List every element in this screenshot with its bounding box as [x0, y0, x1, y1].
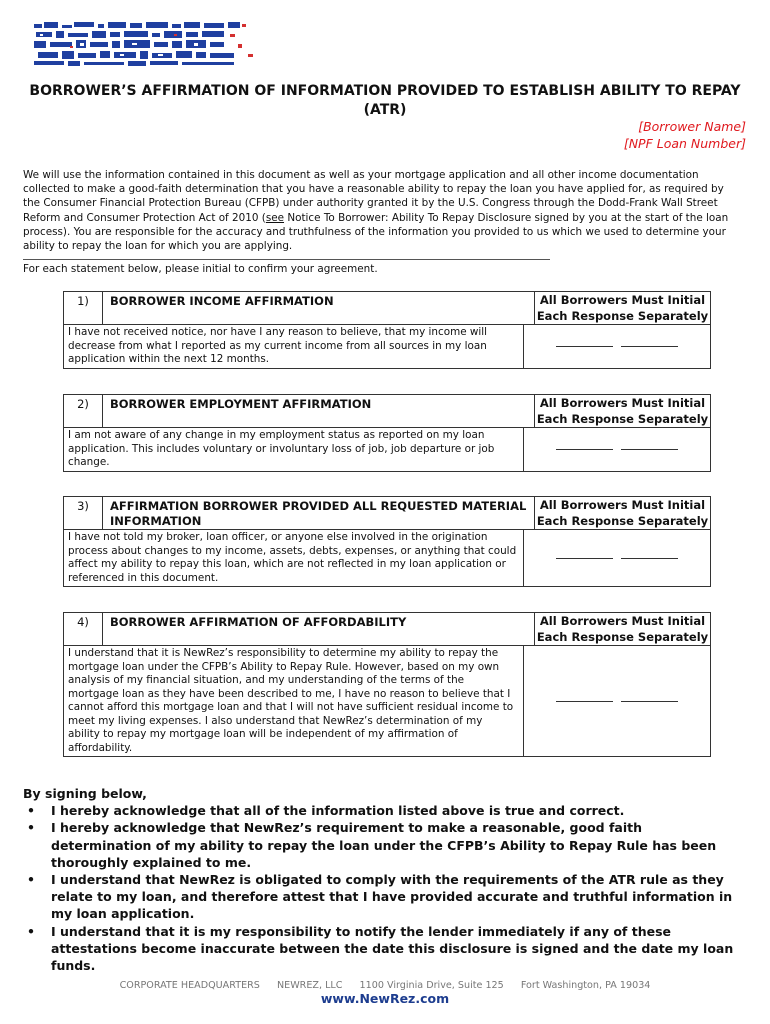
- acknowledgement-list: [23, 802, 743, 974]
- merge-fields: [624, 118, 746, 152]
- signing-acknowledgements: [23, 785, 743, 974]
- section-affordability: [63, 612, 711, 757]
- initial-instruction: All Borrowers Must Initial Each Response Separately: [536, 396, 709, 426]
- section-header: [64, 292, 710, 325]
- list-item: [23, 819, 743, 871]
- initial-field-borrower-1[interactable]: [556, 345, 613, 347]
- initials-area: [524, 428, 710, 471]
- initial-field-borrower-1[interactable]: [556, 448, 613, 450]
- section-header: [64, 497, 710, 530]
- signing-lead: By signing below,: [23, 786, 147, 801]
- section-body: [64, 530, 710, 586]
- initial-field-borrower-1[interactable]: [556, 557, 613, 559]
- acknowledgement-text: I hereby acknowledge that all of the information listed above is true and correct.: [51, 803, 625, 819]
- list-item: [23, 871, 743, 923]
- section-body: [64, 428, 710, 471]
- initial-field-borrower-2[interactable]: [621, 345, 678, 347]
- section-number: 3): [64, 497, 103, 529]
- loan-number-field: [NPF Loan Number]: [623, 136, 746, 151]
- footer-city: Fort Washington, PA 19034: [520, 980, 651, 991]
- initials-area: [524, 530, 710, 586]
- section-header: [64, 613, 710, 646]
- initial-field-borrower-2[interactable]: [621, 700, 678, 702]
- section-statement: I understand that it is NewRez’s responsibility to determine my ability to repay the mortgage loan under the CFPB’s Ability to Repay Rule. However, based on my own analysis of my financial situation, and my understanding of the terms of the mortgage loan as they have been described to me, I have no reason to believe that I cannot afford this mortgage loan and that I will not have sufficient residual income to meet my living expenses. I also understand that NewRez’s determination of my ability to repay my mortgage loan will be independent of my affirmation of affordability.: [64, 646, 524, 756]
- bullet-dot-icon: •: [27, 820, 35, 836]
- list-item: [23, 802, 743, 819]
- initials-area: [524, 325, 710, 368]
- section-statement: I am not aware of any change in my employment status as reported on my loan application. This includes voluntary or involuntary loss of job, job departure or job change.: [64, 428, 524, 471]
- footer-address: 1100 Virginia Drive, Suite 125: [359, 980, 504, 991]
- footer-company: NEWREZ, LLC: [276, 980, 343, 991]
- instruction-text: For each statement below, please initial to confirm your agreement.: [23, 263, 378, 275]
- acknowledgement-text: I understand that NewRez is obligated to comply with the requirements of the ATR rule as they relate to my loan, and therefore attest that I have provided accurate and truthful information in my loan application.: [51, 872, 733, 922]
- section-body: [64, 646, 710, 756]
- borrower-name-field: [Borrower Name]: [638, 119, 746, 134]
- section-material-information: [63, 496, 711, 587]
- section-statement: I have not received notice, nor have I any reason to believe, that my income will decrease from what I reported as my current income from all sources in my loan application within the next 12 months.: [64, 325, 524, 368]
- initial-field-borrower-2[interactable]: [621, 448, 678, 450]
- section-body: [64, 325, 710, 368]
- initial-instruction: All Borrowers Must Initial Each Response Separately: [536, 498, 709, 528]
- section-title: BORROWER INCOME AFFIRMATION: [103, 292, 535, 324]
- section-statement: I have not told my broker, loan officer, or anyone else involved in the origination process about changes to my income, assets, debts, expenses, or anything that could affect my ability to repay this loan, which are not reflected in my loan application or referenced in this document.: [64, 530, 524, 586]
- bullet-dot-icon: •: [27, 872, 35, 888]
- section-title: BORROWER AFFIRMATION OF AFFORDABILITY: [103, 613, 535, 645]
- intro-paragraph: [23, 168, 733, 253]
- section-income-affirmation: [63, 291, 711, 369]
- section-number: 2): [64, 395, 103, 427]
- list-item: [23, 923, 743, 975]
- initial-field-borrower-1[interactable]: [556, 700, 613, 702]
- divider-line: [23, 259, 550, 260]
- initial-instruction: All Borrowers Must Initial Each Response Separately: [536, 293, 709, 323]
- intro-see-underlined: see: [265, 211, 285, 224]
- section-title: BORROWER EMPLOYMENT AFFIRMATION: [103, 395, 535, 427]
- initial-field-borrower-2[interactable]: [621, 557, 678, 559]
- acknowledgement-text: I understand that it is my responsibility to notify the lender immediately if any of these attestations become inaccurate between the date this disclosure is signed and the date my loan funds.: [51, 923, 734, 974]
- intro-text-part1: We will use the information contained in this document as well as your mortgage application and all other income documentation collected to make a good-faith determination that you have a reasonable ability to repay the loan you have applied for, as required by the Consumer Financial Protection Bureau (CFPB) under authority granted it by the U.S. Congress through the Dodd-Frank Wall Street Reform and Consumer Protection Act of 2010 (: [23, 169, 724, 224]
- bullet-dot-icon: •: [27, 923, 35, 939]
- document-title: BORROWER’S AFFIRMATION OF INFORMATION PROVIDED TO ESTABLISH ABILITY TO REPAY (ATR): [29, 83, 741, 118]
- intro-text-part2: Notice To Borrower: Ability To Repay Disclosure signed by you at the start of the loan process). You are responsible for the accuracy and truthfulness of the information you provided to us which we used to determine your ability to repay the loan for which you are applying.: [23, 211, 729, 253]
- bullet-dot-icon: •: [27, 803, 35, 819]
- initials-area: [524, 646, 710, 756]
- newrez-logo-icon: [34, 22, 264, 66]
- section-header: [64, 395, 710, 428]
- website-link[interactable]: www.NewRez.com: [320, 991, 450, 1006]
- initial-instruction: All Borrowers Must Initial Each Response Separately: [536, 614, 709, 644]
- section-number: 1): [64, 292, 103, 324]
- section-title: AFFIRMATION BORROWER PROVIDED ALL REQUESTED MATERIAL INFORMATION: [103, 497, 535, 529]
- acknowledgement-text: I hereby acknowledge that NewRez’s requirement to make a reasonable, good faith determination of my ability to repay the loan under the CFPB’s Ability to Repay Rule has been thoroughly explained to me.: [51, 820, 717, 870]
- footer-hq: CORPORATE HEADQUARTERS: [119, 980, 260, 991]
- section-employment-affirmation: [63, 394, 711, 472]
- section-number: 4): [64, 613, 103, 645]
